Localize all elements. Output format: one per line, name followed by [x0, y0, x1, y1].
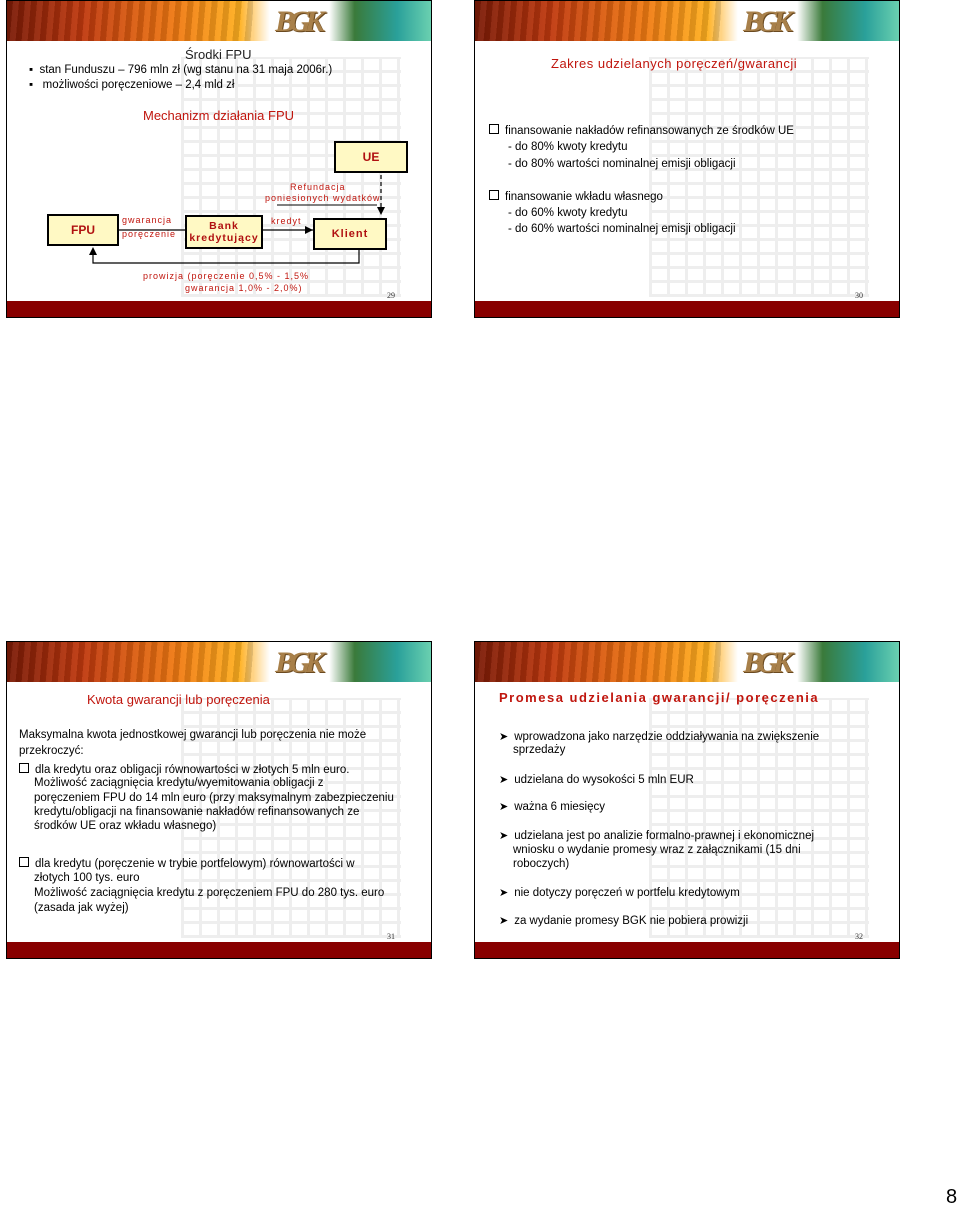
- box-klient: Klient: [313, 218, 387, 250]
- slide-title: Środki FPU: [185, 47, 252, 62]
- arrow-item: ➤ nie dotyczy poręczeń w portfelu kredytowym: [499, 887, 740, 899]
- box-bank: Bank kredytujący: [185, 215, 263, 249]
- sub-item: - do 60% kwoty kredytu: [508, 207, 628, 219]
- item-text: (zasada jak wyżej): [34, 902, 129, 914]
- diagram-heading: Mechanizm działania FPU: [143, 108, 295, 123]
- slide-32: [474, 641, 900, 959]
- sub-item: - do 80% kwoty kredytu: [508, 141, 628, 153]
- slide-number: 31: [387, 932, 395, 941]
- sub-item: - do 60% wartości nominalnej emisji obligacji: [508, 223, 736, 235]
- bgk-logo: BGK: [743, 646, 787, 679]
- arrow-item: ➤ udzielana jest po analizie formalno-prawnej i ekonomicznej: [499, 830, 815, 842]
- slide-30: [474, 0, 900, 318]
- slide-title: Kwota gwarancji lub poręczenia: [87, 692, 270, 707]
- page-number: 8: [946, 1186, 958, 1208]
- slide-number: 32: [855, 932, 863, 941]
- arrow-item: ➤ ważna 6 miesięcy: [499, 801, 605, 813]
- slide-footer-bar: [7, 942, 431, 958]
- item-text: Możliwość zaciągnięcia kredytu/wyemitowania obligacji z: [34, 777, 324, 789]
- bullet-item: ▪ możliwości poręczeniowe – 2,4 mld zł: [29, 79, 235, 91]
- sub-item: - do 80% wartości nominalnej emisji obligacji: [508, 158, 736, 170]
- diagram-arrows: [7, 1, 432, 318]
- arrow-bullet-icon: ➤: [499, 731, 509, 743]
- arrow-bullet-icon: ➤: [499, 774, 509, 786]
- background-building-image: [649, 57, 869, 297]
- item-text: wniosku o wydanie promesy wraz z załącznikami (15 dni: [513, 844, 801, 856]
- slide-banner: [475, 1, 899, 41]
- item-text: kredytu/obligacji na finansowanie nakładów refinansowanych ze: [34, 806, 360, 818]
- label-refundacja-2: poniesionych wydatków: [265, 193, 381, 203]
- checkbox-icon: [19, 857, 29, 867]
- box-ue: UE: [334, 141, 408, 173]
- slide-footer-bar: [7, 301, 431, 317]
- intro-text: Maksymalna kwota jednostkowej gwarancji lub poręczenia nie może: [19, 729, 367, 741]
- bgk-logo: BGK: [275, 5, 319, 38]
- intro-text: przekroczyć:: [19, 745, 84, 757]
- checkbox-item: dla kredytu (poręczenie w trybie portfelowym) równowartości w: [19, 857, 355, 870]
- arrow-bullet-icon: ➤: [499, 830, 509, 842]
- checkbox-icon: [19, 763, 29, 773]
- arrow-bullet-icon: ➤: [499, 801, 509, 813]
- arrow-item: ➤ wprowadzona jako narzędzie oddziaływania na zwiększenie: [499, 731, 820, 743]
- item-text: środków UE oraz wkładu własnego): [34, 820, 217, 832]
- item-text: Możliwość zaciągnięcia kredytu z poręczeniem FPU do 280 tys. euro: [34, 887, 385, 899]
- checkbox-item: finansowanie nakładów refinansowanych ze środków UE: [489, 124, 794, 137]
- slide-number: 30: [855, 291, 863, 300]
- slide-31: [6, 641, 432, 959]
- checkbox-icon: [489, 124, 499, 134]
- slide-title: Zakres udzielanych poręczeń/gwarancji: [551, 56, 798, 71]
- slide-number: 29: [387, 291, 395, 300]
- slide-banner: [7, 642, 431, 682]
- checkbox-icon: [489, 190, 499, 200]
- label-prowizja-2: gwarancja 1,0% - 2,0%): [185, 283, 303, 293]
- arrow-bullet-icon: ➤: [499, 887, 509, 899]
- box-fpu: FPU: [47, 214, 119, 246]
- item-text: złotych 100 tys. euro: [34, 872, 140, 884]
- checkbox-item: dla kredytu oraz obligacji równowartości w złotych 5 mln euro.: [19, 763, 349, 776]
- checkbox-item: finansowanie wkładu własnego: [489, 190, 663, 203]
- arrow-item: ➤ udzielana do wysokości 5 mln EUR: [499, 774, 694, 786]
- label-refundacja: Refundacja: [290, 182, 346, 192]
- bgk-logo: BGK: [275, 646, 319, 679]
- item-text: sprzedaży: [513, 744, 566, 756]
- slide-29: [6, 0, 432, 318]
- label-gwarancja: gwarancja: [122, 215, 173, 225]
- arrow-item: ➤ za wydanie promesy BGK nie pobiera prowizji: [499, 915, 749, 927]
- label-kredyt: kredyt: [271, 216, 302, 226]
- slide-footer-bar: [475, 942, 899, 958]
- item-text: poręczeniem FPU do 14 mln euro (przy maksymalnym zabezpieczeniu: [34, 792, 394, 804]
- bgk-logo: BGK: [743, 5, 787, 38]
- slide-banner: [475, 642, 899, 682]
- label-poreczenie: poręczenie: [122, 229, 177, 239]
- slide-title: Promesa udzielania gwarancji/ poręczenia: [499, 690, 820, 705]
- bullet-item: ▪ stan Funduszu – 796 mln zł (wg stanu na 31 maja 2006r.): [29, 64, 333, 76]
- slide-footer-bar: [475, 301, 899, 317]
- item-text: roboczych): [513, 858, 570, 870]
- arrow-bullet-icon: ➤: [499, 915, 509, 927]
- label-prowizja: prowizja (poręczenie 0,5% - 1,5%: [143, 271, 310, 281]
